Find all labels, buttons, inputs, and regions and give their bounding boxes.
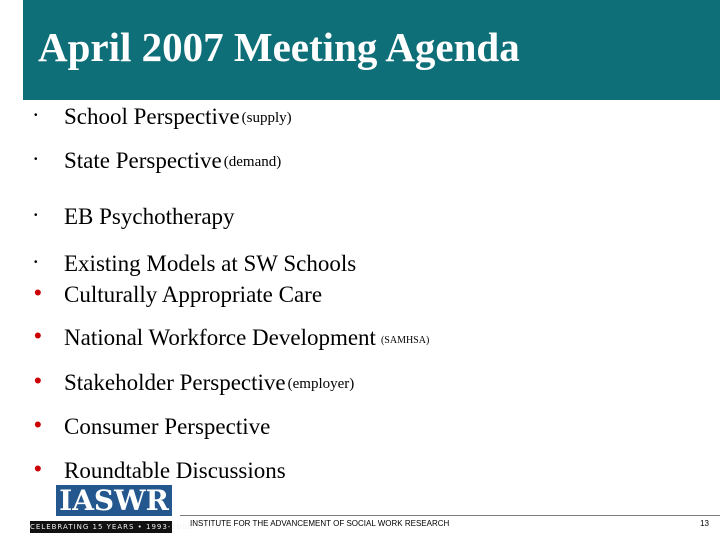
bullet-icon: • [34, 279, 42, 305]
agenda-item-label: State Perspective [64, 147, 222, 173]
agenda-item-national-workforce-development [34, 322, 429, 352]
agenda-item-note: (supply) [241, 110, 292, 126]
agenda-item-label: School Perspective [64, 103, 240, 129]
agenda-item-label: Culturally Appropriate Care [64, 281, 323, 307]
footer-divider [180, 515, 720, 516]
agenda-item-roundtable-discussions [34, 455, 286, 485]
iaswr-logo [30, 484, 194, 539]
agenda-item-note: (employer) [287, 376, 355, 392]
logo-tagline: CELEBRATING 15 YEARS • 1993-2008 [30, 523, 194, 531]
bullet-icon: • [34, 209, 38, 221]
agenda-item-culturally-appropriate-care [34, 279, 322, 309]
slide-title: April 2007 Meeting Agenda [38, 24, 520, 70]
agenda-item-label: Consumer Perspective [64, 413, 271, 439]
bullet-icon: • [34, 153, 38, 165]
agenda-item-eb-psychotherapy [34, 201, 235, 231]
footer-institute-name: INSTITUTE FOR THE ADVANCEMENT OF SOCIAL WORK RESEARCH [190, 519, 450, 528]
bullet-icon: • [34, 367, 42, 393]
agenda-item-note: (SAMHSA) [380, 335, 430, 346]
bullet-icon: • [34, 411, 42, 437]
agenda-item-existing-models [34, 248, 356, 278]
agenda-item-label: Stakeholder Perspective [64, 369, 286, 395]
agenda-item-label: Existing Models at SW Schools [64, 250, 357, 276]
agenda-item-state-perspective [34, 145, 281, 175]
bullet-icon: • [34, 109, 38, 121]
agenda-item-label: Roundtable Discussions [64, 457, 286, 483]
agenda-item-label: National Workforce Development [64, 324, 376, 350]
bullet-icon: • [34, 256, 38, 268]
agenda-item-stakeholder-perspective [34, 367, 354, 397]
agenda-item-consumer-perspective [34, 411, 270, 441]
agenda-item-school-perspective [34, 101, 292, 131]
agenda-item-note: (demand) [223, 154, 282, 170]
bullet-icon: • [34, 322, 42, 348]
slide-page-number: 13 [700, 519, 709, 528]
agenda-item-label: EB Psychotherapy [64, 203, 235, 229]
logo-wordmark: IASWR [56, 485, 172, 516]
bullet-icon: • [34, 455, 42, 481]
